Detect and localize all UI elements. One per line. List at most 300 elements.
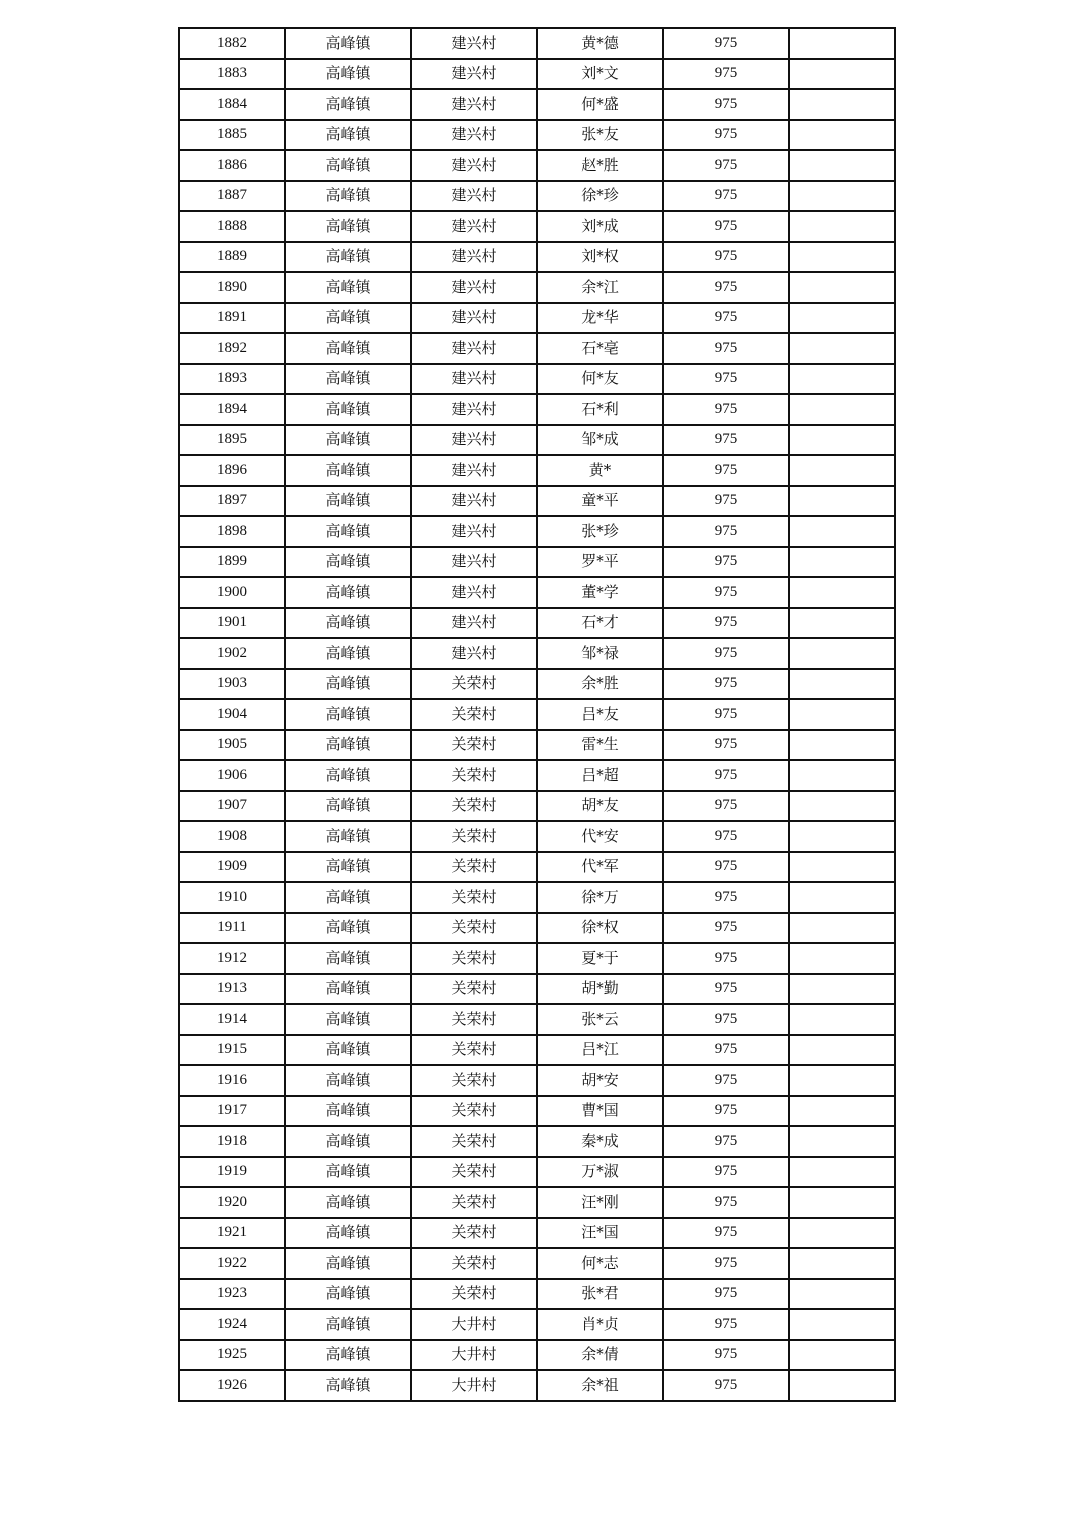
cell-village: 建兴村 [411,547,537,578]
cell-town: 高峰镇 [285,547,411,578]
cell-amount: 975 [663,852,789,883]
table-row [179,303,895,334]
cell-note [789,913,895,944]
cell-person-name: 赵*胜 [537,150,663,181]
cell-amount: 975 [663,242,789,273]
cell-note [789,486,895,517]
cell-town: 高峰镇 [285,730,411,761]
cell-serial-number: 1887 [179,181,285,212]
cell-person-name: 肖*贞 [537,1309,663,1340]
cell-person-name: 胡*友 [537,791,663,822]
cell-amount: 975 [663,1126,789,1157]
cell-amount: 975 [663,1004,789,1035]
cell-note [789,242,895,273]
cell-person-name: 余*祖 [537,1370,663,1401]
cell-note [789,699,895,730]
cell-serial-number: 1922 [179,1248,285,1279]
cell-village: 建兴村 [411,638,537,669]
cell-serial-number: 1925 [179,1340,285,1371]
cell-village: 建兴村 [411,120,537,151]
table-row [179,486,895,517]
cell-amount: 975 [663,181,789,212]
table-row [179,882,895,913]
cell-amount: 975 [663,303,789,334]
cell-town: 高峰镇 [285,486,411,517]
cell-village: 关荣村 [411,1004,537,1035]
cell-note [789,547,895,578]
cell-amount: 975 [663,699,789,730]
cell-amount: 975 [663,120,789,151]
cell-note [789,394,895,425]
cell-note [789,28,895,59]
cell-town: 高峰镇 [285,1187,411,1218]
cell-note [789,943,895,974]
cell-serial-number: 1920 [179,1187,285,1218]
cell-serial-number: 1888 [179,211,285,242]
table-row [179,913,895,944]
cell-serial-number: 1899 [179,547,285,578]
cell-village: 建兴村 [411,577,537,608]
cell-amount: 975 [663,1096,789,1127]
cell-serial-number: 1921 [179,1218,285,1249]
cell-amount: 975 [663,394,789,425]
cell-note [789,1096,895,1127]
cell-village: 建兴村 [411,211,537,242]
cell-person-name: 何*盛 [537,89,663,120]
cell-person-name: 余*江 [537,272,663,303]
cell-serial-number: 1904 [179,699,285,730]
cell-village: 建兴村 [411,516,537,547]
table-row [179,547,895,578]
cell-town: 高峰镇 [285,150,411,181]
cell-amount: 975 [663,791,789,822]
cell-town: 高峰镇 [285,1279,411,1310]
cell-serial-number: 1896 [179,455,285,486]
cell-village: 关荣村 [411,821,537,852]
cell-amount: 975 [663,760,789,791]
cell-note [789,120,895,151]
table-row [179,974,895,1005]
table-row [179,1096,895,1127]
cell-person-name: 吕*友 [537,699,663,730]
cell-amount: 975 [663,1187,789,1218]
cell-amount: 975 [663,1218,789,1249]
cell-note [789,638,895,669]
cell-person-name: 吕*江 [537,1035,663,1066]
cell-town: 高峰镇 [285,455,411,486]
cell-note [789,1309,895,1340]
cell-note [789,516,895,547]
table-row [179,181,895,212]
cell-village: 关荣村 [411,1248,537,1279]
cell-person-name: 徐*权 [537,913,663,944]
cell-amount: 975 [663,821,789,852]
cell-town: 高峰镇 [285,181,411,212]
cell-amount: 975 [663,89,789,120]
table-row [179,364,895,395]
cell-town: 高峰镇 [285,1004,411,1035]
cell-person-name: 邹*禄 [537,638,663,669]
cell-town: 高峰镇 [285,425,411,456]
cell-person-name: 石*亳 [537,333,663,364]
cell-serial-number: 1924 [179,1309,285,1340]
cell-amount: 975 [663,1370,789,1401]
cell-amount: 975 [663,1065,789,1096]
cell-village: 建兴村 [411,486,537,517]
cell-village: 关荣村 [411,791,537,822]
cell-town: 高峰镇 [285,1248,411,1279]
cell-village: 建兴村 [411,28,537,59]
cell-village: 关荣村 [411,1035,537,1066]
cell-note [789,882,895,913]
cell-serial-number: 1911 [179,913,285,944]
cell-village: 建兴村 [411,455,537,486]
cell-village: 建兴村 [411,394,537,425]
cell-town: 高峰镇 [285,516,411,547]
table-row [179,211,895,242]
cell-serial-number: 1890 [179,272,285,303]
cell-person-name: 汪*国 [537,1218,663,1249]
cell-note [789,730,895,761]
table-row [179,1187,895,1218]
table-row [179,455,895,486]
cell-town: 高峰镇 [285,272,411,303]
cell-amount: 975 [663,913,789,944]
table-row [179,1309,895,1340]
cell-note [789,181,895,212]
cell-serial-number: 1913 [179,974,285,1005]
cell-serial-number: 1903 [179,669,285,700]
table-row [179,699,895,730]
cell-town: 高峰镇 [285,669,411,700]
table-row [179,577,895,608]
cell-amount: 975 [663,455,789,486]
cell-amount: 975 [663,974,789,1005]
cell-village: 大井村 [411,1309,537,1340]
table-row [179,1248,895,1279]
cell-town: 高峰镇 [285,303,411,334]
table-row [179,791,895,822]
cell-amount: 975 [663,150,789,181]
table-row [179,1218,895,1249]
cell-person-name: 代*军 [537,852,663,883]
cell-serial-number: 1900 [179,577,285,608]
cell-person-name: 雷*生 [537,730,663,761]
cell-village: 关荣村 [411,913,537,944]
cell-person-name: 张*君 [537,1279,663,1310]
table-row [179,394,895,425]
cell-person-name: 曹*国 [537,1096,663,1127]
cell-village: 建兴村 [411,333,537,364]
cell-serial-number: 1892 [179,333,285,364]
cell-serial-number: 1882 [179,28,285,59]
table-row [179,1035,895,1066]
table-row [179,120,895,151]
cell-amount: 975 [663,425,789,456]
cell-note [789,425,895,456]
table-row [179,943,895,974]
cell-person-name: 刘*权 [537,242,663,273]
table-row [179,1004,895,1035]
cell-amount: 975 [663,516,789,547]
cell-note [789,1035,895,1066]
cell-amount: 975 [663,1157,789,1188]
table-row [179,1279,895,1310]
cell-note [789,669,895,700]
table-row [179,89,895,120]
cell-town: 高峰镇 [285,852,411,883]
cell-amount: 975 [663,943,789,974]
cell-person-name: 夏*于 [537,943,663,974]
cell-town: 高峰镇 [285,821,411,852]
cell-village: 关荣村 [411,1187,537,1218]
cell-note [789,1279,895,1310]
cell-town: 高峰镇 [285,638,411,669]
cell-village: 建兴村 [411,59,537,90]
cell-person-name: 童*平 [537,486,663,517]
table-row [179,638,895,669]
cell-village: 关荣村 [411,1157,537,1188]
cell-town: 高峰镇 [285,882,411,913]
table-body [179,28,895,1401]
cell-serial-number: 1895 [179,425,285,456]
cell-note [789,1340,895,1371]
cell-amount: 975 [663,547,789,578]
cell-village: 建兴村 [411,89,537,120]
cell-town: 高峰镇 [285,1340,411,1371]
cell-serial-number: 1907 [179,791,285,822]
cell-note [789,1004,895,1035]
cell-village: 关荣村 [411,1065,537,1096]
cell-person-name: 董*学 [537,577,663,608]
cell-amount: 975 [663,28,789,59]
cell-person-name: 黄*德 [537,28,663,59]
cell-person-name: 何*友 [537,364,663,395]
cell-note [789,333,895,364]
cell-person-name: 代*安 [537,821,663,852]
cell-person-name: 胡*安 [537,1065,663,1096]
cell-serial-number: 1884 [179,89,285,120]
cell-amount: 975 [663,211,789,242]
table-row [179,669,895,700]
cell-town: 高峰镇 [285,1309,411,1340]
cell-village: 建兴村 [411,364,537,395]
cell-note [789,1248,895,1279]
cell-note [789,852,895,883]
cell-serial-number: 1898 [179,516,285,547]
cell-town: 高峰镇 [285,1096,411,1127]
cell-village: 关荣村 [411,730,537,761]
cell-village: 关荣村 [411,669,537,700]
cell-person-name: 胡*勤 [537,974,663,1005]
cell-person-name: 黄* [537,455,663,486]
cell-town: 高峰镇 [285,28,411,59]
cell-person-name: 刘*成 [537,211,663,242]
cell-person-name: 张*珍 [537,516,663,547]
cell-village: 大井村 [411,1340,537,1371]
cell-village: 关荣村 [411,974,537,1005]
cell-village: 关荣村 [411,852,537,883]
cell-village: 关荣村 [411,943,537,974]
cell-amount: 975 [663,669,789,700]
cell-person-name: 石*利 [537,394,663,425]
cell-serial-number: 1883 [179,59,285,90]
cell-note [789,150,895,181]
table-row [179,150,895,181]
cell-person-name: 徐*珍 [537,181,663,212]
cell-serial-number: 1886 [179,150,285,181]
cell-town: 高峰镇 [285,1157,411,1188]
cell-amount: 975 [663,1309,789,1340]
cell-amount: 975 [663,638,789,669]
cell-serial-number: 1915 [179,1035,285,1066]
cell-town: 高峰镇 [285,211,411,242]
cell-serial-number: 1909 [179,852,285,883]
cell-town: 高峰镇 [285,394,411,425]
cell-village: 建兴村 [411,608,537,639]
cell-town: 高峰镇 [285,1035,411,1066]
cell-person-name: 吕*超 [537,760,663,791]
cell-person-name: 邹*成 [537,425,663,456]
table-row [179,333,895,364]
cell-village: 关荣村 [411,882,537,913]
cell-person-name: 徐*万 [537,882,663,913]
cell-serial-number: 1905 [179,730,285,761]
cell-serial-number: 1885 [179,120,285,151]
table-row [179,852,895,883]
table-row [179,730,895,761]
cell-amount: 975 [663,272,789,303]
cell-amount: 975 [663,333,789,364]
cell-serial-number: 1910 [179,882,285,913]
cell-town: 高峰镇 [285,1126,411,1157]
cell-note [789,1218,895,1249]
cell-village: 关荣村 [411,1126,537,1157]
cell-town: 高峰镇 [285,791,411,822]
cell-serial-number: 1916 [179,1065,285,1096]
cell-person-name: 刘*文 [537,59,663,90]
cell-village: 大井村 [411,1370,537,1401]
cell-person-name: 龙*华 [537,303,663,334]
cell-amount: 975 [663,882,789,913]
cell-person-name: 秦*成 [537,1126,663,1157]
table-row [179,272,895,303]
cell-note [789,303,895,334]
table-row [179,608,895,639]
cell-town: 高峰镇 [285,577,411,608]
cell-town: 高峰镇 [285,943,411,974]
data-table-container [178,27,894,1402]
cell-amount: 975 [663,59,789,90]
table-row [179,1370,895,1401]
cell-town: 高峰镇 [285,364,411,395]
cell-person-name: 张*友 [537,120,663,151]
cell-note [789,455,895,486]
cell-town: 高峰镇 [285,333,411,364]
cell-note [789,608,895,639]
cell-note [789,1187,895,1218]
table-row [179,516,895,547]
cell-serial-number: 1918 [179,1126,285,1157]
cell-serial-number: 1889 [179,242,285,273]
cell-town: 高峰镇 [285,913,411,944]
cell-village: 建兴村 [411,150,537,181]
cell-note [789,760,895,791]
cell-note [789,791,895,822]
cell-note [789,89,895,120]
cell-person-name: 余*倩 [537,1340,663,1371]
cell-town: 高峰镇 [285,760,411,791]
cell-town: 高峰镇 [285,59,411,90]
cell-serial-number: 1917 [179,1096,285,1127]
cell-amount: 975 [663,608,789,639]
cell-village: 建兴村 [411,272,537,303]
cell-serial-number: 1912 [179,943,285,974]
cell-note [789,59,895,90]
cell-village: 关荣村 [411,760,537,791]
cell-town: 高峰镇 [285,120,411,151]
table-row [179,1126,895,1157]
cell-serial-number: 1897 [179,486,285,517]
cell-serial-number: 1914 [179,1004,285,1035]
cell-note [789,1370,895,1401]
cell-town: 高峰镇 [285,1218,411,1249]
cell-amount: 975 [663,1279,789,1310]
cell-person-name: 何*志 [537,1248,663,1279]
cell-amount: 975 [663,577,789,608]
cell-note [789,1157,895,1188]
cell-serial-number: 1901 [179,608,285,639]
cell-serial-number: 1894 [179,394,285,425]
cell-person-name: 张*云 [537,1004,663,1035]
cell-town: 高峰镇 [285,608,411,639]
cell-amount: 975 [663,1340,789,1371]
cell-serial-number: 1902 [179,638,285,669]
cell-serial-number: 1926 [179,1370,285,1401]
cell-village: 关荣村 [411,1279,537,1310]
cell-note [789,577,895,608]
cell-serial-number: 1906 [179,760,285,791]
table-row [179,760,895,791]
table-row [179,242,895,273]
data-table [178,27,896,1402]
cell-village: 建兴村 [411,181,537,212]
cell-note [789,974,895,1005]
cell-note [789,364,895,395]
cell-person-name: 罗*平 [537,547,663,578]
table-row [179,1340,895,1371]
cell-amount: 975 [663,486,789,517]
cell-town: 高峰镇 [285,699,411,730]
table-row [179,425,895,456]
cell-serial-number: 1893 [179,364,285,395]
table-row [179,59,895,90]
cell-amount: 975 [663,364,789,395]
cell-village: 关荣村 [411,699,537,730]
cell-village: 关荣村 [411,1218,537,1249]
cell-person-name: 石*才 [537,608,663,639]
cell-note [789,1065,895,1096]
cell-village: 关荣村 [411,1096,537,1127]
cell-amount: 975 [663,730,789,761]
cell-amount: 975 [663,1035,789,1066]
cell-note [789,1126,895,1157]
cell-note [789,272,895,303]
cell-serial-number: 1891 [179,303,285,334]
cell-person-name: 万*淑 [537,1157,663,1188]
cell-village: 建兴村 [411,242,537,273]
cell-town: 高峰镇 [285,974,411,1005]
